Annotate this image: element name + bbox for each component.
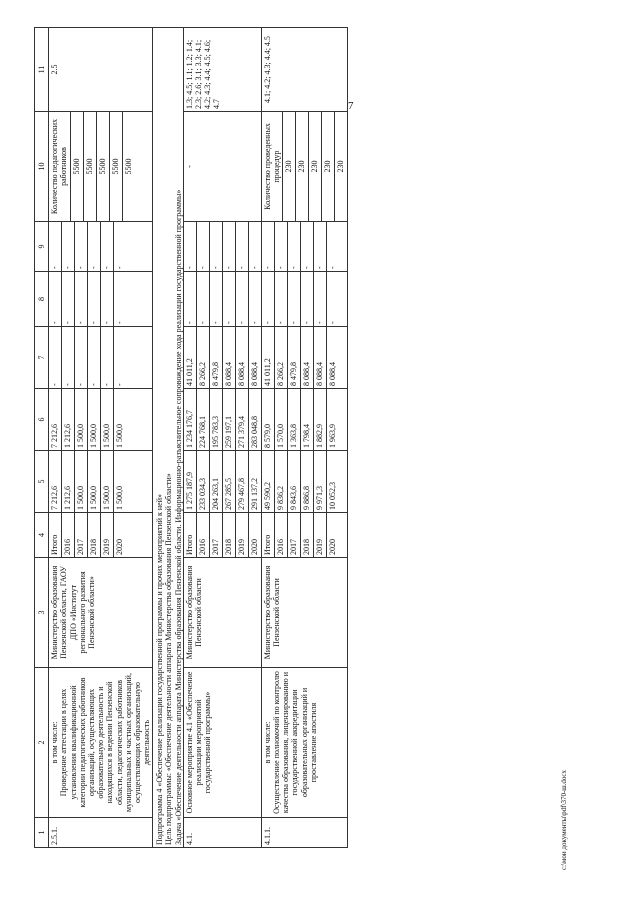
sub-value: - bbox=[288, 222, 301, 271]
table-row-4-1 bbox=[183, 28, 261, 848]
sub-value: - bbox=[62, 222, 75, 271]
row-lead: в том числе: bbox=[50, 721, 60, 764]
sub-value: 271 379,4 bbox=[236, 389, 249, 450]
sub-value: - bbox=[88, 222, 101, 271]
sub-value: 8 579,0 bbox=[262, 389, 275, 450]
sub-value: 1 500,0 bbox=[115, 424, 125, 448]
sub-value: 2018 bbox=[88, 513, 101, 557]
col9-cell bbox=[183, 222, 261, 272]
col5-cell bbox=[261, 451, 347, 513]
sub-value: - bbox=[88, 272, 101, 326]
col11-cell: 4.1; 4.2; 4.3; 4.4; 4.5 bbox=[261, 28, 347, 112]
row-title: Осуществление полномочий по контролю качества образования, лицензированию и государственной аккредитации образовательных организаций и проставление апостиля bbox=[272, 671, 318, 814]
sub-value: 2019 bbox=[314, 513, 327, 557]
sub-value: 1 500,0 bbox=[75, 451, 88, 512]
sub-value: - bbox=[327, 321, 337, 324]
sub-value: 1 234 176,7 bbox=[184, 389, 197, 450]
sub-value: - bbox=[101, 272, 114, 326]
row-executor: Министерство образования Пензенской области, ГАОУ ДПО «Институт регионального развития Пензенской области» bbox=[49, 558, 153, 668]
sub-value: - bbox=[236, 222, 249, 271]
col5-cell bbox=[183, 451, 261, 513]
sub-value: 8 088,4 bbox=[327, 362, 337, 386]
col11-cell: 1.3; 4.5; 1.1; 1.2; 1.4; 2.3; 2.6; 3.1; 3.3; 4.1; 4.2; 4.3; 4.4; 4.5; 4.6; 4.7 bbox=[183, 28, 261, 112]
sub-value: 9 836,2 bbox=[275, 451, 288, 512]
sub-value: 1 798,4 bbox=[301, 389, 314, 450]
sub-value: 1 500,0 bbox=[115, 486, 125, 510]
sub-value: 230 bbox=[309, 112, 322, 221]
sub-value: - bbox=[249, 321, 259, 324]
row-executor: Министерство образования Пензенской области bbox=[261, 558, 347, 668]
sub-value: 8 088,4 bbox=[301, 327, 314, 388]
sub-value: - bbox=[327, 266, 337, 269]
sub-value: 2016 bbox=[275, 513, 288, 557]
row-num: 4.1. bbox=[183, 818, 261, 848]
sub-value: - bbox=[115, 383, 125, 386]
sub-value: - bbox=[223, 272, 236, 326]
col10-cell: - bbox=[183, 112, 261, 222]
sub-value: - bbox=[301, 272, 314, 326]
sub-value: - bbox=[101, 222, 114, 271]
sub-value: - bbox=[184, 222, 197, 271]
sub-value: - bbox=[236, 272, 249, 326]
sub-value: 1 275 187,9 bbox=[184, 451, 197, 512]
header-col-2: 2 bbox=[35, 668, 49, 818]
header-row bbox=[35, 28, 49, 848]
sub-value: - bbox=[62, 272, 75, 326]
row-lead: в том числе: bbox=[262, 721, 272, 764]
row-title: Проведение аттестации в целях установления квалификационной категории педагогических работников организаций, осуществляющих образовательную деятельность и находящихся в ведении Пензенской области, педагогических работников муниципальных и частных организаций, осуществляющих образовательную деятельность bbox=[59, 673, 152, 812]
sub-value: 204 263,1 bbox=[210, 451, 223, 512]
sub-value: 1 570,0 bbox=[275, 389, 288, 450]
sub-value: 10 052,3 bbox=[327, 482, 337, 510]
header-col-6: 6 bbox=[35, 389, 49, 451]
sub-value: - bbox=[197, 272, 210, 326]
sub-value: - bbox=[115, 321, 125, 324]
header-col-3: 3 bbox=[35, 558, 49, 668]
sub-value: 5500 bbox=[71, 112, 84, 221]
col7-cell bbox=[183, 327, 261, 389]
sub-value: - bbox=[49, 327, 62, 388]
sub-value: - bbox=[101, 327, 114, 388]
subprogram-task: Задача «Обеспечение деятельности аппарата Министерства образования Пензенской области. Информационно-разъяснительное сопровождение хода реализации государственной программы» bbox=[173, 189, 183, 845]
sub-value: 267 285,5 bbox=[223, 451, 236, 512]
header-col-11: 11 bbox=[35, 28, 49, 112]
sub-value: - bbox=[49, 272, 62, 326]
sub-value: 279 467,8 bbox=[236, 451, 249, 512]
sub-value: - bbox=[75, 272, 88, 326]
col9-cell bbox=[261, 222, 347, 272]
sub-value: 1 882,9 bbox=[314, 389, 327, 450]
col7-cell bbox=[49, 327, 153, 389]
sub-value: 2017 bbox=[288, 513, 301, 557]
row-executor: Министерство образования Пензенской области bbox=[183, 558, 261, 668]
sub-value: 9 886,8 bbox=[301, 451, 314, 512]
sub-value: 1 212,6 bbox=[62, 451, 75, 512]
sub-value: 2018 bbox=[301, 513, 314, 557]
sub-value: 1 963,9 bbox=[327, 424, 337, 448]
sub-value: 2019 bbox=[236, 513, 249, 557]
subprogram-title: Подпрограмма 4 «Обеспечение реализации государственной программы и прочих мероприятий к ней» bbox=[155, 493, 165, 845]
col7-cell bbox=[261, 327, 347, 389]
sub-value: 224 768,1 bbox=[197, 389, 210, 450]
sub-value: 5500 bbox=[123, 158, 133, 175]
page-number: 7 bbox=[348, 100, 354, 112]
sub-value: - bbox=[210, 272, 223, 326]
sub-value: 230 bbox=[322, 112, 335, 221]
sub-value: 9 843,6 bbox=[288, 451, 301, 512]
sub-value: 7 212,6 bbox=[49, 389, 62, 450]
sub-value: 233 034,3 bbox=[197, 451, 210, 512]
sub-value: 1 500,0 bbox=[75, 389, 88, 450]
sub-value: - bbox=[184, 272, 197, 326]
row-name bbox=[261, 668, 347, 818]
sub-value: 1 363,8 bbox=[288, 389, 301, 450]
sub-value: Количество проведенных процедур bbox=[262, 112, 283, 221]
sub-value: 2020 bbox=[115, 539, 125, 555]
sub-value: Количество педагогических работников bbox=[49, 112, 70, 221]
col6-cell bbox=[183, 389, 261, 451]
col11-cell: 2.5 bbox=[49, 28, 153, 112]
sub-value: - bbox=[314, 222, 327, 271]
sub-value: Итого bbox=[262, 513, 275, 557]
sub-value: 1 500,0 bbox=[101, 451, 114, 512]
row-title: Основное мероприятие 4.1 «Обеспечение реализации мероприятий государственной программы» bbox=[183, 668, 261, 818]
row-num: 2.5.1. bbox=[49, 818, 153, 848]
sub-value: - bbox=[262, 272, 275, 326]
header-col-10: 10 bbox=[35, 112, 49, 222]
years-cell bbox=[183, 513, 261, 558]
subprogram-goal: Цель подпрограммы: «Обеспечение деятельности аппарата Министерства образования Пензенской области» bbox=[164, 473, 174, 845]
table-row-2-5-1 bbox=[49, 28, 153, 848]
sub-value: 2020 bbox=[249, 539, 259, 555]
sub-value: - bbox=[288, 272, 301, 326]
sub-value: - bbox=[197, 222, 210, 271]
sub-value: 230 bbox=[336, 160, 346, 173]
header-col-8: 8 bbox=[35, 272, 49, 327]
col8-cell bbox=[183, 272, 261, 327]
sub-value: 291 137,2 bbox=[249, 478, 259, 510]
sub-value: 8 266,2 bbox=[275, 327, 288, 388]
sub-value: 2018 bbox=[223, 513, 236, 557]
years-cell bbox=[49, 513, 153, 558]
sub-value: 8 088,4 bbox=[249, 362, 259, 386]
sub-value: - bbox=[75, 327, 88, 388]
sub-value: 49 590,2 bbox=[262, 451, 275, 512]
sub-value: 2016 bbox=[197, 513, 210, 557]
sub-value: 2016 bbox=[62, 513, 75, 557]
sub-value: 230 bbox=[296, 112, 309, 221]
col8-cell bbox=[261, 272, 347, 327]
sub-value: 2020 bbox=[327, 539, 337, 555]
program-table bbox=[34, 27, 348, 848]
header-col-9: 9 bbox=[35, 222, 49, 272]
sub-value: Итого bbox=[49, 513, 62, 557]
sub-value: 1 212,6 bbox=[62, 389, 75, 450]
sub-value: 8 088,4 bbox=[314, 327, 327, 388]
sub-value: 8 479,8 bbox=[288, 327, 301, 388]
sub-value: 9 971,3 bbox=[314, 451, 327, 512]
sub-value: - bbox=[210, 222, 223, 271]
row-name bbox=[49, 668, 153, 818]
header-col-5: 5 bbox=[35, 451, 49, 513]
sub-value: - bbox=[75, 222, 88, 271]
sub-value: - bbox=[49, 222, 62, 271]
landscape-sheet bbox=[34, 28, 614, 848]
header-col-1: 1 bbox=[35, 818, 49, 848]
sub-value: 1 500,0 bbox=[101, 389, 114, 450]
sub-value: Итого bbox=[184, 513, 197, 557]
sub-value: 5500 bbox=[84, 112, 97, 221]
sub-value: - bbox=[275, 222, 288, 271]
sub-value: 8 266,2 bbox=[197, 327, 210, 388]
sub-value: 259 197,1 bbox=[223, 389, 236, 450]
sub-value: 230 bbox=[283, 112, 296, 221]
col8-cell bbox=[49, 272, 153, 327]
sub-value: 195 783,3 bbox=[210, 389, 223, 450]
sub-value: - bbox=[223, 222, 236, 271]
col9-cell bbox=[49, 222, 153, 272]
sub-value: - bbox=[115, 266, 125, 269]
row-num: 4.1.1. bbox=[261, 818, 347, 848]
sub-value: 2017 bbox=[75, 513, 88, 557]
sub-value: 41 011,2 bbox=[262, 327, 275, 388]
sub-value: 8 088,4 bbox=[236, 327, 249, 388]
sub-value: 5500 bbox=[110, 112, 123, 221]
sub-value: 283 048,8 bbox=[249, 416, 259, 448]
sub-value: - bbox=[262, 222, 275, 271]
header-col-4: 4 bbox=[35, 513, 49, 558]
sub-value: 1 500,0 bbox=[88, 451, 101, 512]
sub-value: 5500 bbox=[97, 112, 110, 221]
col10-cell bbox=[49, 112, 153, 222]
sub-value: 2019 bbox=[101, 513, 114, 557]
col6-cell bbox=[49, 389, 153, 451]
sub-value: - bbox=[314, 272, 327, 326]
years-cell bbox=[261, 513, 347, 558]
sub-value: - bbox=[62, 327, 75, 388]
sub-value: 8 479,8 bbox=[210, 327, 223, 388]
sub-value: - bbox=[275, 272, 288, 326]
sub-value: - bbox=[88, 327, 101, 388]
sub-value: 2017 bbox=[210, 513, 223, 557]
col5-cell bbox=[49, 451, 153, 513]
col10-cell bbox=[261, 112, 347, 222]
sub-value: - bbox=[301, 222, 314, 271]
sub-value: - bbox=[249, 266, 259, 269]
table-row-4-1-1 bbox=[261, 28, 347, 848]
footer-path: c:\мои документы\pdf\370-ш.docx bbox=[560, 769, 568, 870]
sub-value: 1 500,0 bbox=[88, 389, 101, 450]
sub-value: 8 088,4 bbox=[223, 327, 236, 388]
col6-cell bbox=[261, 389, 347, 451]
sub-value: 7 212,6 bbox=[49, 451, 62, 512]
sub-value: 41 011,2 bbox=[184, 327, 197, 388]
subprogram-row bbox=[153, 28, 184, 848]
header-col-7: 7 bbox=[35, 327, 49, 389]
